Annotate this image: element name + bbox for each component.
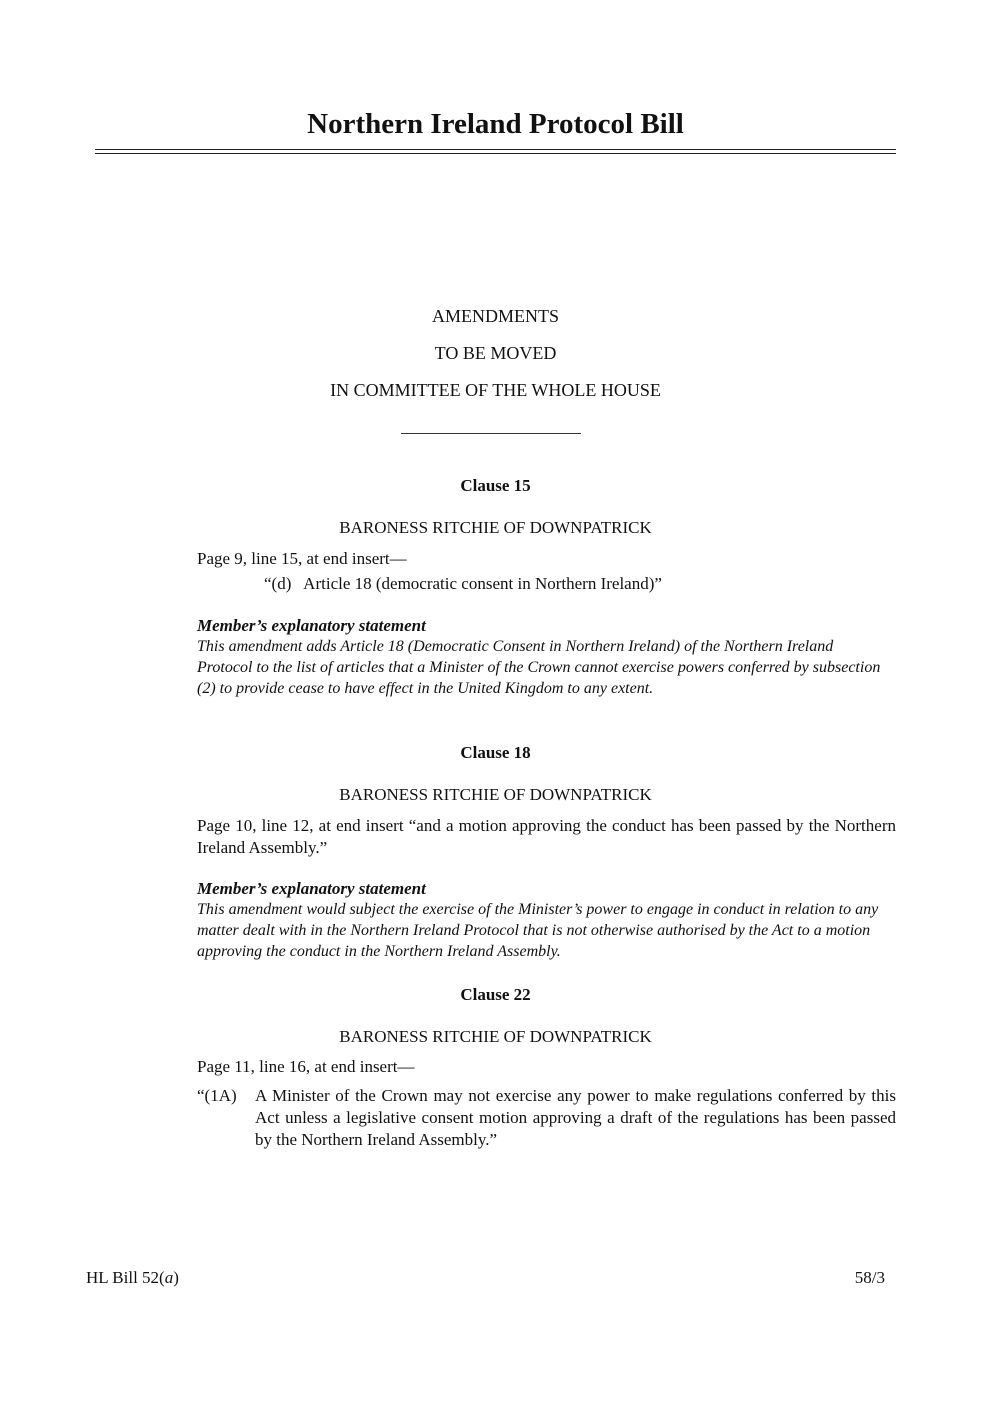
document-title: Northern Ireland Protocol Bill: [307, 108, 684, 140]
bill-number-close: ): [173, 1268, 179, 1287]
subsection-label: “(1A): [197, 1086, 237, 1105]
title-rule: [95, 149, 896, 150]
bill-number-suffix: a: [164, 1268, 174, 1287]
statement-heading: Member’s explanatory statement: [197, 879, 426, 898]
divider: [401, 433, 581, 434]
heading-line: TO BE MOVED: [434, 343, 557, 363]
clause-heading: Clause 18: [460, 743, 531, 762]
amendment-insert: “(d) Article 18 (democratic consent in Northern Ireland)”: [264, 574, 662, 593]
amendment-instruction: Page 11, line 16, at end insert—: [197, 1057, 415, 1076]
bill-number-prefix: HL Bill 52(: [86, 1268, 165, 1287]
statement-heading: Member’s explanatory statement: [197, 616, 426, 635]
heading-line: AMENDMENTS: [431, 306, 559, 326]
heading-line: IN COMMITTEE OF THE WHOLE HOUSE: [330, 380, 661, 400]
clause-heading: Clause 15: [460, 476, 531, 495]
clause-heading: Clause 22: [460, 985, 531, 1004]
bill-number: [86, 1268, 179, 1288]
mover-name: BARONESS RITCHIE OF DOWNPATRICK: [339, 785, 652, 804]
title-rule: [95, 153, 896, 154]
page-reference: 58/3: [854, 1268, 885, 1287]
amendment-insert: A Minister of the Crown may not exercise any power to make regulations conferred by this Act unless a legislative consent motion approving a draft of the regulations has been passed by the Northern Ireland Assembly.”: [255, 1086, 896, 1149]
amendment-instruction: Page 10, line 12, at end insert “and a motion approving the conduct has been passed by the Northern Ireland Assembly.”: [197, 816, 896, 857]
mover-name: BARONESS RITCHIE OF DOWNPATRICK: [339, 518, 652, 537]
mover-name: BARONESS RITCHIE OF DOWNPATRICK: [339, 1027, 652, 1046]
amendment-instruction: Page 9, line 15, at end insert—: [197, 549, 407, 568]
explanatory-statement: This amendment would subject the exercise of the Minister’s power to engage in conduct in relation to any matter dealt with in the Northern Ireland Protocol that is not otherwise authorised by the Act to a motion approving the conduct in the Northern Ireland Assembly.: [197, 901, 879, 960]
explanatory-statement: This amendment adds Article 18 (Democratic Consent in Northern Ireland) of the Northern Ireland Protocol to the list of articles that a Minister of the Crown cannot exercise powers conferred by subsection (2) to provide cease to have effect in the United Kingdom to any extent.: [197, 638, 881, 697]
